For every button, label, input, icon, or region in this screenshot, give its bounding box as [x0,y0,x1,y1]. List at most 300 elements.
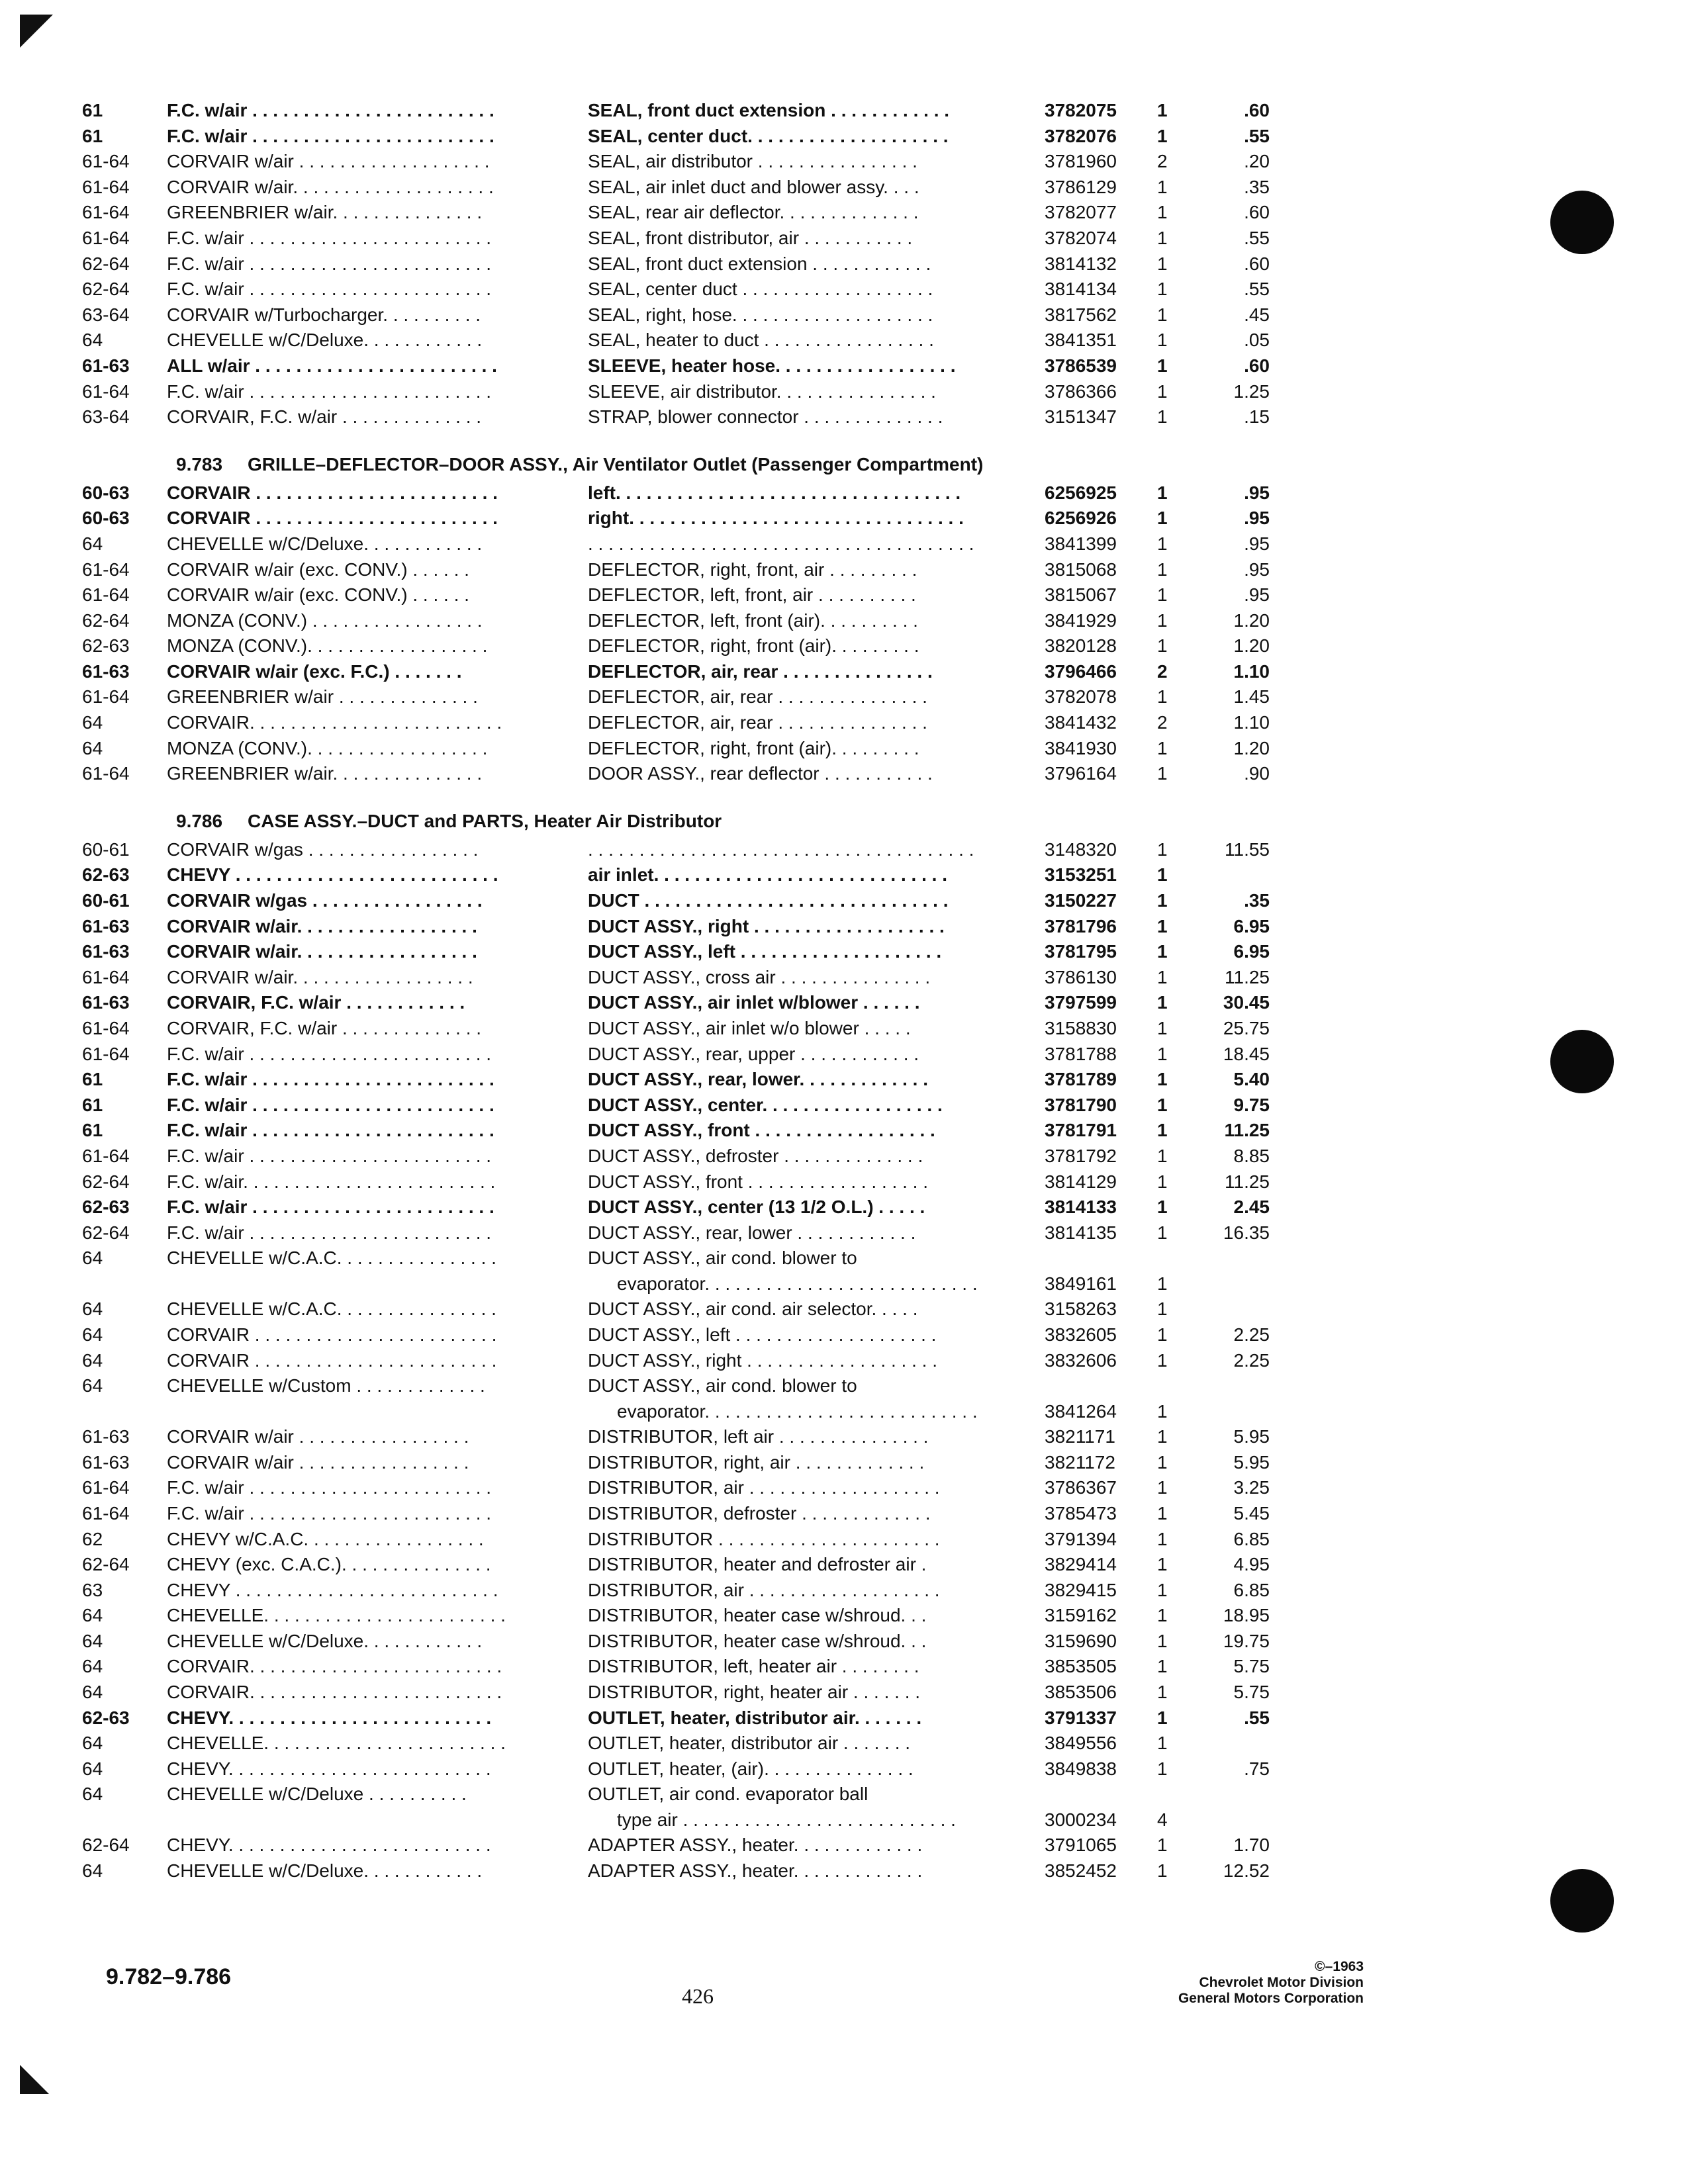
model-year: 61-63 [82,660,130,682]
part-number: 3000234 [1045,1809,1117,1831]
part-description-line: OUTLET, heater, distributor air . . . . . . . [588,1733,911,1754]
part-description-line: SEAL, front duct extension . . . . . . . . . . . . [588,253,931,274]
model-name: CHEVY. . . . . . . . . . . . . . . . . . . . . . . . . . [167,1835,491,1856]
model-year: 61-64 [82,151,130,172]
part-description [588,1731,1111,1756]
price: 19.75 [1223,1630,1270,1651]
part-description [588,939,1111,965]
part-description-line: DUCT ASSY., front . . . . . . . . . . . . . . . . . . [588,1171,929,1192]
part-number: 3786367 [1045,1477,1117,1498]
part-description [588,1348,1111,1374]
punch-hole-top [1550,191,1614,254]
price: 1.25 [1233,381,1270,402]
part-description-continuation: evaporator. . . . . . . . . . . . . . . . . . . . . . . . . . . [617,1400,978,1422]
part-description [588,1552,1111,1578]
price: 6.85 [1233,1528,1270,1549]
part-number: 3815068 [1045,559,1117,580]
model-year: 64 [82,1860,103,1882]
price: 1.10 [1233,712,1270,733]
model-name: F.C. w/air . . . . . . . . . . . . . . . . . . . . . . . . [167,1120,494,1141]
part-number: 3841929 [1045,610,1117,631]
price: 2.45 [1233,1197,1270,1218]
price: 1.20 [1233,635,1270,657]
parts-row [82,1144,1274,1169]
part-description-line: . . . . . . . . . . . . . . . . . . . . . . . . . . . . . . . . . . . . . . [588,533,974,554]
model-year: 64 [82,533,103,554]
model-year: 62-64 [82,1222,130,1243]
quantity: 1 [1157,176,1168,197]
model-name: CORVAIR . . . . . . . . . . . . . . . . . . . . . . . . [167,508,498,529]
model-name: F.C. w/air . . . . . . . . . . . . . . . . . . . . . . . . [167,279,492,300]
part-description [588,251,1111,277]
part-description [588,302,1111,328]
price: .55 [1244,279,1270,300]
part-number: 3814135 [1045,1222,1117,1243]
part-description-line: SEAL, center duct. . . . . . . . . . . . . . . . . . . . [588,125,949,146]
quantity: 1 [1157,915,1168,936]
part-description-line: DISTRIBUTOR, left, heater air . . . . . . . . [588,1656,919,1677]
part-description-line: right. . . . . . . . . . . . . . . . . . . . . . . . . . . . . . . . . [588,508,964,529]
model-name: F.C. w/air. . . . . . . . . . . . . . . . . . . . . . . . . [167,1171,496,1192]
parts-row [82,506,1274,531]
price: 16.35 [1223,1222,1270,1243]
part-description [588,379,1111,405]
model-name: MONZA (CONV.). . . . . . . . . . . . . . . . . . [167,635,488,657]
part-number: 3791065 [1045,1835,1117,1856]
section-heading [176,453,1143,477]
part-number: 3853506 [1045,1682,1117,1703]
price: 6.85 [1233,1579,1270,1600]
model-name: CHEVY. . . . . . . . . . . . . . . . . . . . . . . . . . [167,1707,492,1728]
quantity: 1 [1157,635,1168,657]
model-year: 64 [82,1758,103,1779]
parts-row [82,1858,1274,1884]
model-name: CHEVELLE w/C.A.C. . . . . . . . . . . . . . . . [167,1248,496,1269]
quantity: 2 [1157,151,1168,172]
part-description-line: DUCT ASSY., air cond. air selector. . . . . [588,1298,918,1320]
model-name: F.C. w/air . . . . . . . . . . . . . . . . . . . . . . . . [167,1197,494,1218]
model-name: CORVAIR w/gas . . . . . . . . . . . . . . . . . [167,839,479,860]
quantity: 1 [1157,941,1168,962]
model-year: 64 [82,1682,103,1703]
parts-row [82,1756,1274,1782]
part-number: 3849161 [1045,1273,1117,1294]
parts-row [82,1706,1274,1731]
part-description [588,328,1111,353]
part-description [588,557,1111,583]
part-description-line: DISTRIBUTOR, right, air . . . . . . . . . . . . . [588,1451,925,1473]
part-description-line: OUTLET, air cond. evaporator ball [588,1784,868,1805]
punch-hole-middle [1550,1030,1614,1093]
price: 1.20 [1233,610,1270,631]
parts-row [82,149,1274,175]
part-description [588,124,1111,150]
parts-row [82,531,1274,557]
section-title: CASE ASSY.–DUCT and PARTS, Heater Air Distributor [248,810,722,831]
model-year: 61-64 [82,1043,130,1064]
part-description [588,1195,1111,1220]
model-name: CORVAIR . . . . . . . . . . . . . . . . . . . . . . . . [167,1349,497,1371]
part-description [588,149,1111,175]
quantity: 1 [1157,355,1168,376]
parts-row [82,200,1274,226]
part-description-line: DUCT ASSY., defroster . . . . . . . . . . . . . . [588,1145,923,1166]
parts-row [82,1450,1274,1476]
parts-row [82,1654,1274,1680]
parts-row [82,1348,1274,1374]
model-name: CORVAIR w/gas . . . . . . . . . . . . . . . . . [167,890,483,911]
price: .95 [1244,584,1270,606]
part-number: 3153251 [1045,864,1117,886]
part-number: 3797599 [1045,992,1117,1013]
part-description-line: OUTLET, heater, distributor air. . . . . . . [588,1707,922,1728]
quantity: 1 [1157,279,1168,300]
part-number: 3853505 [1045,1656,1117,1677]
quantity: 1 [1157,737,1168,758]
model-name: CHEVELLE w/C/Deluxe. . . . . . . . . . . . [167,1860,483,1882]
model-year: 61-64 [82,966,130,987]
model-year: 60-61 [82,890,130,911]
part-description-line: . . . . . . . . . . . . . . . . . . . . . . . . . . . . . . . . . . . . . . [588,839,974,860]
quantity: 1 [1157,1707,1168,1728]
part-description-line: DUCT ASSY., left . . . . . . . . . . . . . . . . . . . . [588,941,942,962]
part-number: 3151347 [1045,406,1117,428]
part-description [588,1654,1111,1680]
model-name: CHEVELLE. . . . . . . . . . . . . . . . . . . . . . . . [167,1605,506,1626]
model-name: F.C. w/air . . . . . . . . . . . . . . . . . . . . . . . . [167,381,492,402]
part-number: 3158263 [1045,1298,1117,1320]
model-year: 62-63 [82,1707,130,1728]
part-number: 3781792 [1045,1145,1117,1166]
parts-row [82,761,1274,787]
price: .95 [1244,482,1270,503]
part-description [588,531,1111,557]
model-year: 61 [82,1120,103,1141]
parts-row [82,633,1274,659]
model-name: CHEVELLE w/C/Deluxe. . . . . . . . . . . . [167,1630,483,1651]
parts-row [82,353,1274,379]
part-description-line: SEAL, air inlet duct and blower assy. . . . [588,176,919,197]
quantity: 1 [1157,610,1168,631]
model-year: 62-63 [82,635,130,657]
price: 6.95 [1233,941,1270,962]
parts-row [82,1782,1274,1833]
part-description [588,582,1111,608]
part-description-line: DISTRIBUTOR, defroster . . . . . . . . . . . . . [588,1502,931,1524]
part-description-line: SEAL, front distributor, air . . . . . . . . . . . [588,227,913,248]
model-year: 64 [82,737,103,758]
part-description [588,404,1111,430]
parts-row [82,1016,1274,1042]
quantity: 1 [1157,533,1168,554]
model-year: 64 [82,1248,103,1269]
parts-row [82,1118,1274,1144]
quantity: 1 [1157,1426,1168,1447]
price: 5.75 [1233,1656,1270,1677]
parts-row [82,1093,1274,1118]
section-number: 9.783 [176,453,223,475]
quantity: 1 [1157,1298,1168,1320]
model-year: 64 [82,1349,103,1371]
model-name: CHEVELLE w/Custom . . . . . . . . . . . . . [167,1375,485,1396]
part-number: 3781796 [1045,915,1117,936]
parts-row [82,582,1274,608]
part-number: 3782075 [1045,100,1117,120]
price: 5.45 [1233,1502,1270,1524]
part-number: 3821172 [1045,1451,1115,1473]
part-description-line: DISTRIBUTOR, heater case w/shroud. . . [588,1605,927,1626]
model-name: CHEVELLE w/C/Deluxe. . . . . . . . . . . . [167,330,483,351]
part-number: 3159162 [1045,1605,1117,1626]
model-name: CHEVELLE. . . . . . . . . . . . . . . . . . . . . . . . [167,1733,506,1754]
parts-row [82,226,1274,251]
part-description [588,659,1111,685]
model-name: CORVAIR, F.C. w/air . . . . . . . . . . . . . . [167,406,482,428]
part-number: 3815067 [1045,584,1117,606]
part-description-line: DUCT ASSY., air cond. blower to [588,1375,857,1396]
price: 5.95 [1233,1451,1270,1473]
part-number: 3782076 [1045,125,1117,146]
price: 1.10 [1233,660,1270,682]
part-description [588,353,1111,379]
quantity: 1 [1157,890,1168,911]
quantity: 1 [1157,1018,1168,1038]
part-description-line: DISTRIBUTOR, air . . . . . . . . . . . . . . . . . . . [588,1579,940,1600]
part-description-line: left. . . . . . . . . . . . . . . . . . . . . . . . . . . . . . . . . . [588,482,961,503]
parts-list [82,837,1274,1884]
price: 2.25 [1233,1349,1270,1371]
price: 9.75 [1233,1094,1270,1115]
parts-row [82,175,1274,201]
part-description [588,862,1111,888]
model-year: 61-64 [82,1502,130,1524]
part-description [588,480,1111,506]
part-number: 3832606 [1045,1349,1117,1371]
group-range: 9.782–9.786 [106,1964,232,1989]
quantity: 1 [1157,1069,1168,1090]
part-description-line: SLEEVE, air distributor. . . . . . . . . . . . . . . . [588,381,936,402]
model-name: CORVAIR w/air (exc. CONV.) . . . . . . [167,559,469,580]
part-description [588,1680,1111,1706]
part-description [588,1169,1111,1195]
part-description-line: DEFLECTOR, air, rear . . . . . . . . . . . . . . . [588,686,927,707]
price: .45 [1244,304,1270,325]
part-description-line: SEAL, front duct extension . . . . . . . . . . . . [588,100,950,120]
model-name: CORVAIR. . . . . . . . . . . . . . . . . . . . . . . . . [167,712,502,733]
model-name: F.C. w/air . . . . . . . . . . . . . . . . . . . . . . . . [167,1043,492,1064]
part-description [588,990,1111,1016]
model-year: 61-63 [82,355,130,376]
part-description [588,1220,1111,1246]
part-description [588,1322,1111,1348]
model-name: CHEVY . . . . . . . . . . . . . . . . . . . . . . . . . . [167,864,498,886]
part-description [588,175,1111,201]
parts-row [82,1501,1274,1527]
part-description-line: DUCT . . . . . . . . . . . . . . . . . . . . . . . . . . . . . . [588,890,949,911]
part-number: 3814133 [1045,1197,1117,1218]
model-year: 61-64 [82,227,130,248]
part-description [588,1706,1111,1731]
model-name: MONZA (CONV.). . . . . . . . . . . . . . . . . . [167,737,488,758]
quantity: 1 [1157,1733,1168,1754]
part-description-line: DUCT ASSY., air cond. blower to [588,1248,857,1269]
model-year: 61-64 [82,1145,130,1166]
model-year: 60-61 [82,839,130,860]
part-number: 3841264 [1045,1400,1117,1422]
model-name: GREENBRIER w/air. . . . . . . . . . . . . . . [167,202,483,223]
part-description-line: DEFLECTOR, right, front (air). . . . . . . . . [588,635,919,657]
model-name: F.C. w/air . . . . . . . . . . . . . . . . . . . . . . . . [167,1094,494,1115]
parts-row [82,1246,1274,1297]
part-description-line: ADAPTER ASSY., heater. . . . . . . . . . . . . [588,1835,923,1856]
registration-mark-top [20,15,53,48]
model-year: 64 [82,1784,103,1805]
part-description [588,1475,1111,1501]
model-name: CHEVY w/C.A.C. . . . . . . . . . . . . . . . . . [167,1528,484,1549]
part-number: 3782078 [1045,686,1117,707]
quantity: 1 [1157,992,1168,1013]
parts-row [82,914,1274,940]
model-year: 61-64 [82,559,130,580]
quantity: 1 [1157,1630,1168,1651]
model-name: CORVAIR, F.C. w/air . . . . . . . . . . . . [167,992,465,1013]
part-number: 3852452 [1045,1860,1117,1882]
price: 11.55 [1225,839,1270,860]
price: 18.45 [1223,1043,1270,1064]
section-heading [176,809,1143,833]
model-name: GREENBRIER w/air. . . . . . . . . . . . . . . [167,763,483,784]
part-number: 3159690 [1045,1630,1117,1651]
part-description-line: DUCT ASSY., right . . . . . . . . . . . . . . . . . . . [588,915,945,936]
quantity: 1 [1157,304,1168,325]
part-number: 3814129 [1045,1171,1117,1192]
model-name: CORVAIR w/air . . . . . . . . . . . . . . . . . [167,1451,469,1473]
model-name: CHEVY . . . . . . . . . . . . . . . . . . . . . . . . . . [167,1579,498,1600]
price: 12.52 [1223,1860,1270,1882]
quantity: 1 [1157,1171,1168,1192]
model-year: 61 [82,1069,103,1090]
model-name: ALL w/air . . . . . . . . . . . . . . . . . . . . . . . . [167,355,497,376]
quantity: 1 [1157,1502,1168,1524]
model-name: F.C. w/air . . . . . . . . . . . . . . . . . . . . . . . . [167,1145,492,1166]
quantity: 1 [1157,966,1168,987]
part-number: 3841432 [1045,712,1117,733]
parts-row [82,1067,1274,1093]
part-description [588,200,1111,226]
part-number: 3841930 [1045,737,1117,758]
part-description-line: DUCT ASSY., right . . . . . . . . . . . . . . . . . . . [588,1349,938,1371]
part-description [588,633,1111,659]
quantity: 1 [1157,1222,1168,1243]
registration-mark-bottom [20,2065,49,2094]
price: .55 [1244,227,1270,248]
part-description-line: DEFLECTOR, left, front, air . . . . . . . . . . [588,584,916,606]
price: 8.85 [1233,1145,1270,1166]
part-number: 6256926 [1045,508,1117,529]
part-description-line: DUCT ASSY., center. . . . . . . . . . . . . . . . . . [588,1094,943,1115]
quantity: 1 [1157,1349,1168,1371]
model-year: 60-63 [82,508,130,529]
quantity: 1 [1157,1528,1168,1549]
quantity: 1 [1157,1554,1168,1575]
model-year: 63-64 [82,304,130,325]
parts-row [82,1424,1274,1450]
price: .95 [1244,559,1270,580]
price: 5.40 [1233,1069,1270,1090]
model-name: CORVAIR. . . . . . . . . . . . . . . . . . . . . . . . . [167,1682,502,1703]
model-name: CHEVELLE w/C/Deluxe. . . . . . . . . . . . [167,533,483,554]
part-description-line: DUCT ASSY., left . . . . . . . . . . . . . . . . . . . . [588,1324,937,1345]
part-number: 3829415 [1045,1579,1117,1600]
parts-row [82,1731,1274,1756]
model-name: CORVAIR w/air (exc. F.C.) . . . . . . . [167,660,462,682]
model-name: CHEVELLE w/C/Deluxe . . . . . . . . . . [167,1784,467,1805]
parts-list [82,480,1274,787]
price: .55 [1244,125,1270,146]
part-description [588,1578,1111,1604]
model-name: GREENBRIER w/air . . . . . . . . . . . . . . [167,686,478,707]
model-name: CHEVY. . . . . . . . . . . . . . . . . . . . . . . . . . [167,1758,491,1779]
division-name: Chevrolet Motor Division [1199,1975,1364,1990]
part-description [588,914,1111,940]
model-year: 64 [82,1375,103,1396]
parts-row [82,862,1274,888]
quantity: 1 [1157,1145,1168,1166]
parts-row [82,1322,1274,1348]
part-description [588,1424,1111,1450]
part-description [588,1833,1111,1858]
model-year: 62-64 [82,1554,130,1575]
part-description [588,965,1111,991]
price: 1.20 [1233,737,1270,758]
model-name: F.C. w/air . . . . . . . . . . . . . . . . . . . . . . . . [167,1069,494,1090]
quantity: 1 [1157,1043,1168,1064]
part-description-line: SEAL, rear air deflector. . . . . . . . . . . . . . [588,202,919,223]
page-number: 426 [682,1984,714,2008]
part-description-continuation: evaporator. . . . . . . . . . . . . . . . . . . . . . . . . . . [617,1273,978,1294]
parts-row [82,1042,1274,1068]
price: 2.25 [1233,1324,1270,1345]
parts-row [82,277,1274,302]
price: .60 [1244,253,1270,274]
part-description [588,761,1111,787]
quantity: 1 [1157,1324,1168,1345]
model-year: 61-64 [82,1018,130,1038]
part-description [588,1501,1111,1527]
quantity: 1 [1157,763,1168,784]
parts-row [82,1629,1274,1655]
model-year: 64 [82,1298,103,1320]
part-number: 3782077 [1045,202,1117,223]
part-description-line: DUCT ASSY., cross air . . . . . . . . . . . . . . . [588,966,931,987]
part-description [588,226,1111,251]
quantity: 1 [1157,1273,1168,1294]
parts-row [82,1552,1274,1578]
quantity: 4 [1157,1809,1168,1831]
price: 11.25 [1225,1171,1270,1192]
part-number: 3841399 [1045,533,1117,554]
part-description [588,684,1111,710]
part-description-line: DEFLECTOR, right, front, air . . . . . . . . . [588,559,917,580]
part-description-line: DEFLECTOR, air, rear . . . . . . . . . . . . . . . [588,712,927,733]
parts-row [82,1297,1274,1322]
model-name: CORVAIR, F.C. w/air . . . . . . . . . . . . . . [167,1018,482,1038]
part-description [588,1629,1111,1655]
part-number: 3796164 [1045,763,1117,784]
model-year: 61-63 [82,1451,130,1473]
parts-row [82,480,1274,506]
part-number: 3785473 [1045,1502,1117,1524]
